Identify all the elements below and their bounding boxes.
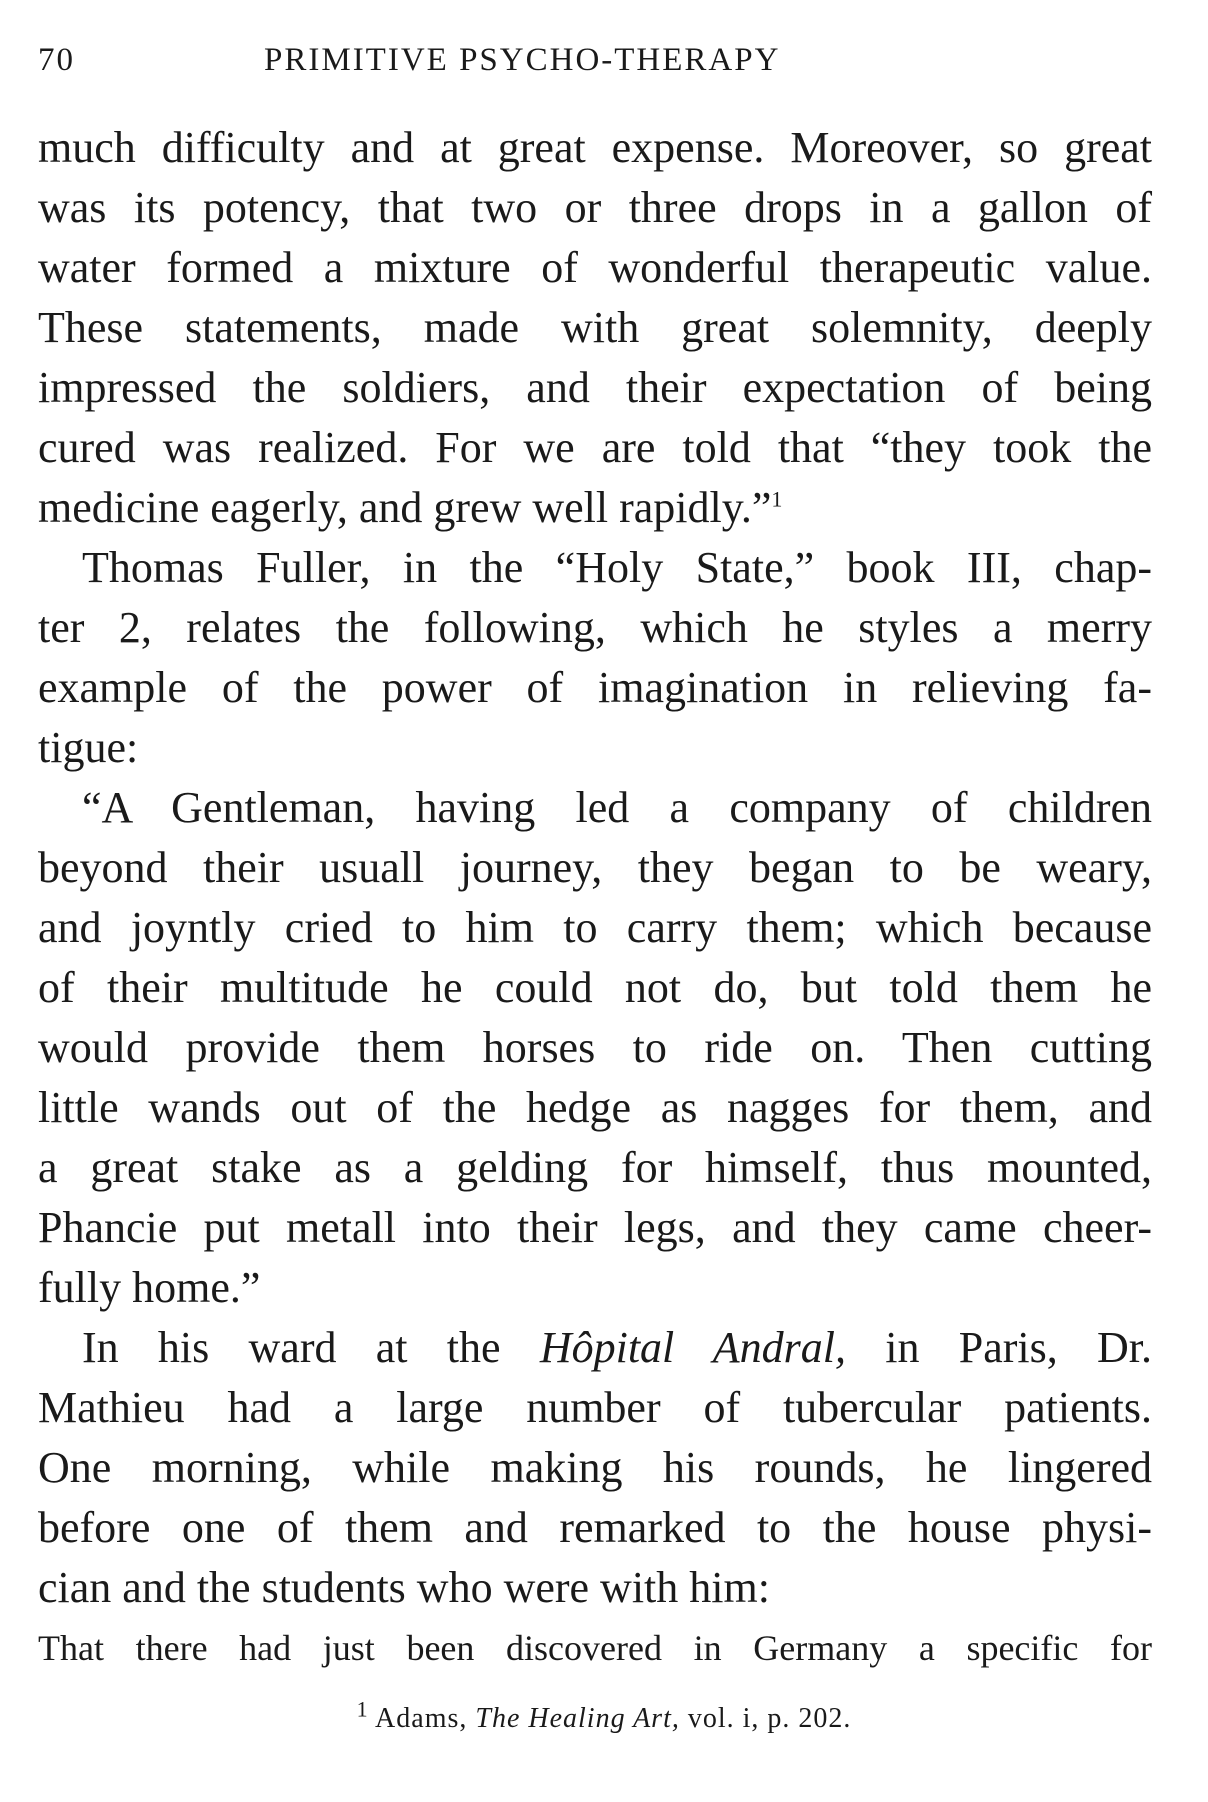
text-line: was its potency, that two or three drops in a gallon of [38,183,1152,232]
text-fragment: In his ward at the [82,1323,540,1372]
footnote-details: vol. i, p. 202. [679,1703,852,1734]
text-line: beyond their usuall journey, they began to be weary, [38,843,1152,892]
running-head: PRIMITIVE PSYCHO-THERAPY [264,42,781,78]
text-fragment: medicine eagerly, and grew well rapidly.” [38,483,772,532]
text-fragment: in Paris, Dr. [845,1323,1152,1372]
text-line: a great stake as a gelding for himself, thus mounted, [38,1143,1152,1192]
body-text [38,118,1152,1678]
text-line: cian and the students who were with him: [38,1563,770,1612]
text-line: would provide them horses to ride on. Then cutting [38,1023,1152,1072]
text-line-extract: That there had just been discovered in Germany a specific for [38,1628,1152,1668]
text-line: impressed the soldiers, and their expectation of being [38,363,1152,412]
footnote-title: The Healing Art, [475,1703,680,1734]
text-line: example of the power of imagination in relieving fa- [38,663,1152,712]
text-line: Thomas Fuller, in the “Holy State,” book III, chap- [82,543,1152,592]
text-line: before one of them and remarked to the house physi- [38,1503,1152,1552]
text-line: and joyntly cried to him to carry them; which because [38,903,1152,952]
text-line: tigue: [38,723,139,772]
footnote-marker: 1 [771,486,783,512]
text-line: “A Gentleman, having led a company of children [82,783,1152,832]
text-line: of their multitude he could not do, but told them he [38,963,1152,1012]
page-number: 70 [38,42,75,78]
text-line: much difficulty and at great expense. Moreover, so great [38,123,1152,172]
footnote-author: Adams, [375,1703,476,1734]
italic-place-name: Hôpital Andral, [539,1323,846,1372]
text-line: ter 2, relates the following, which he styles a merry [38,603,1152,652]
text-line: One morning, while making his rounds, he lingered [38,1443,1152,1492]
text-line: These statements, made with great solemnity, deeply [38,303,1152,352]
text-line: little wands out of the hedge as nagges for them, and [38,1083,1152,1132]
text-line-with-footnote [38,478,1152,538]
text-line: Mathieu had a large number of tubercular patients. [38,1383,1152,1432]
text-line-hopital [38,1318,1152,1378]
text-line: water formed a mixture of wonderful therapeutic value. [38,243,1152,292]
text-line: fully home.” [38,1263,261,1312]
footnote-number: 1 [356,1696,369,1722]
text-line: Phancie put metall into their legs, and they came cheer- [38,1203,1152,1252]
text-line: cured was realized. For we are told that “they took the [38,423,1152,472]
page-header [38,42,1148,92]
footnote [0,1696,1208,1735]
